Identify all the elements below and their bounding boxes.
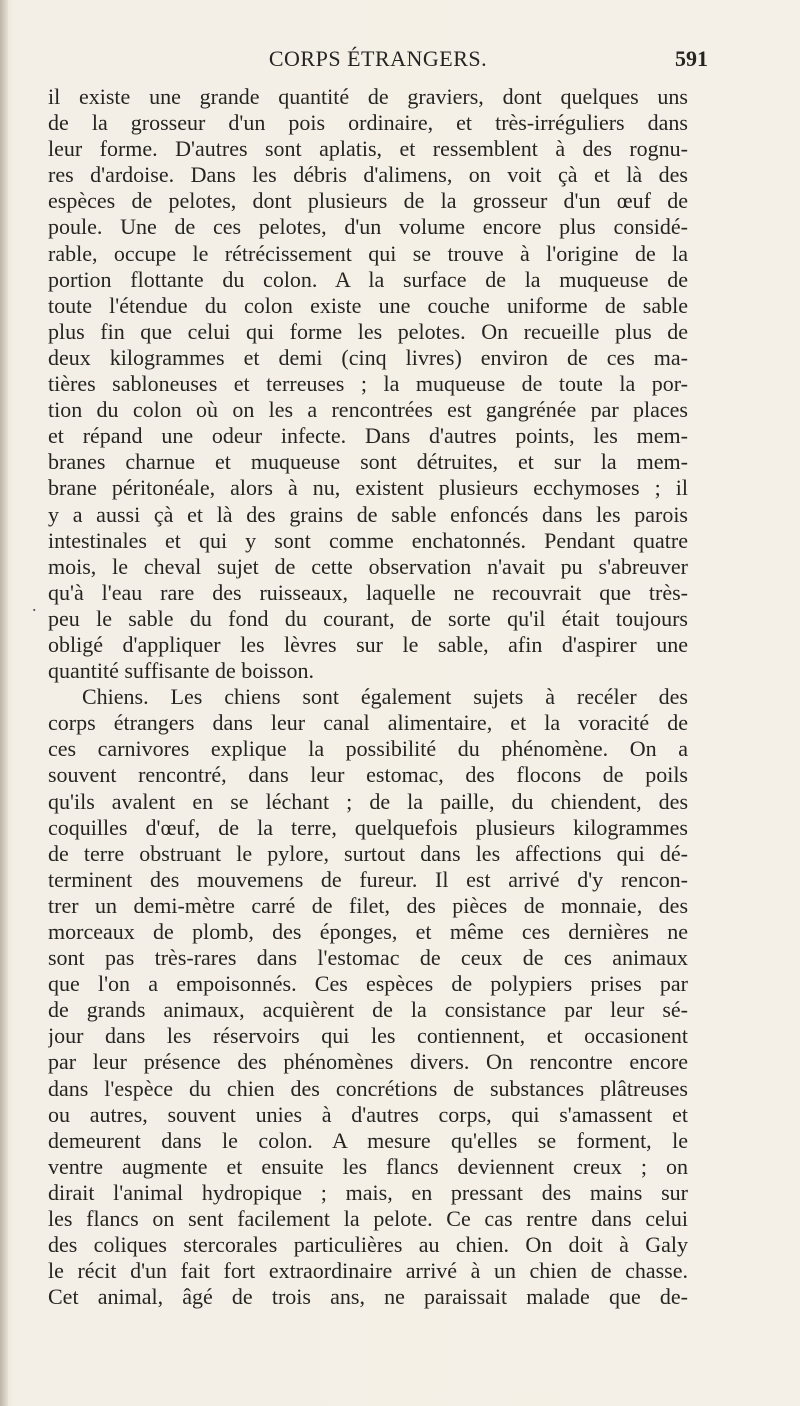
text-line: demeurent dans le colon. A mesure qu'elles se forment, le	[48, 1127, 688, 1153]
text-line: le récit d'un fait fort extraordinaire arrivé à un chien de chasse.	[48, 1258, 688, 1284]
text-line: rable, occupe le rétrécissement qui se trouve à l'origine de la	[48, 240, 688, 266]
text-line: qu'à l'eau rare des ruisseaux, laquelle ne recouvrait que très-	[48, 579, 688, 605]
text-line: de la grosseur d'un pois ordinaire, et très-irréguliers dans	[48, 110, 688, 136]
text-line: de grands animaux, acquièrent de la consistance par leur sé-	[48, 997, 688, 1023]
text-line: plus fin que celui qui forme les pelotes. On recueille plus de	[48, 318, 688, 344]
text-line: souvent rencontré, dans leur estomac, des flocons de poils	[48, 762, 688, 788]
text-line: dans l'espèce du chien des concrétions de substances plâtreuses	[48, 1075, 688, 1101]
text-line: dirait l'animal hydropique ; mais, en pressant des mains sur	[48, 1179, 688, 1205]
text-line: ventre augmente et ensuite les flancs deviennent creux ; on	[48, 1153, 688, 1179]
text-line: il existe une grande quantité de graviers, dont quelques uns	[48, 84, 688, 109]
text-line: branes charnue et muqueuse sont détruites, et sur la mem-	[48, 449, 688, 475]
text-line: qu'ils avalent en se léchant ; de la paille, du chiendent, des	[48, 788, 688, 814]
text-line: de terre obstruant le pylore, surtout dans les affections qui dé-	[48, 840, 688, 866]
text-line: tières sabloneuses et terreuses ; la muqueuse de toute la por-	[48, 371, 688, 397]
page-header	[48, 46, 708, 80]
text-line: portion flottante du colon. A la surface de la muqueuse de	[48, 266, 688, 292]
text-line: par leur présence des phénomènes divers. On rencontre encore	[48, 1049, 688, 1075]
text-line: poule. Une de ces pelotes, d'un volume encore plus considé-	[48, 214, 688, 240]
running-title: CORPS ÉTRANGERS.	[268, 46, 488, 71]
text-line: les flancs on sent facilement la pelote. Ce cas rentre dans celui	[48, 1206, 688, 1232]
section-start-line-chiens: Chiens. Les chiens sont également sujets à recéler des	[82, 684, 688, 710]
body-text	[48, 84, 688, 1310]
page-spine-shadow	[0, 0, 8, 1406]
text-line: Cet animal, âgé de trois ans, ne paraissait malade que de-	[48, 1284, 688, 1310]
text-line: et répand une odeur infecte. Dans d'autres points, les mem-	[48, 423, 688, 449]
text-line: espèces de pelotes, dont plusieurs de la grosseur d'un œuf de	[48, 188, 688, 214]
text-line: brane péritonéale, alors à nu, existent plusieurs ecchymoses ; il	[48, 475, 688, 501]
text-line: peu le sable du fond du courant, de sorte qu'il était toujours	[48, 605, 688, 631]
text-line: que l'on a empoisonnés. Ces espèces de polypiers prises par	[48, 971, 688, 997]
page-number: 591	[675, 46, 708, 71]
text-line: y a aussi çà et là des grains de sable enfoncés dans les parois	[48, 501, 688, 527]
margin-mark: .	[32, 595, 37, 615]
text-line: des coliques stercorales particulières au chien. On doit à Galy	[48, 1232, 688, 1258]
text-line: ou autres, souvent unies à d'autres corps, qui s'amassent et	[48, 1101, 688, 1127]
text-line: tion du colon où on les a rencontrées est gangrénée par places	[48, 397, 688, 423]
text-line: intestinales et qui y sont comme enchatonnés. Pendant quatre	[48, 527, 688, 553]
text-line: mois, le cheval sujet de cette observation n'avait pu s'abreuver	[48, 553, 688, 579]
text-line: trer un demi-mètre carré de filet, des pièces de monnaie, des	[48, 892, 688, 918]
text-line: jour dans les réservoirs qui les contiennent, et occasionent	[48, 1023, 688, 1049]
text-line: deux kilogrammes et demi (cinq livres) environ de ces ma-	[48, 344, 688, 370]
text-line: res d'ardoise. Dans les débris d'alimens, on voit çà et là des	[48, 162, 688, 188]
text-line: leur forme. D'autres sont aplatis, et ressemblent à des rognu-	[48, 136, 688, 162]
text-line: ces carnivores explique la possibilité du phénomène. On a	[48, 736, 688, 762]
paragraph-end-line: quantité suffisante de boisson.	[48, 658, 314, 684]
text-line: toute l'étendue du colon existe une couche uniforme de sable	[48, 292, 688, 318]
text-line: morceaux de plomb, des éponges, et même ces dernières ne	[48, 919, 688, 944]
text-line: corps étrangers dans leur canal alimentaire, et la voracité de	[48, 710, 688, 736]
text-line: obligé d'appliquer les lèvres sur le sable, afin d'aspirer une	[48, 631, 688, 657]
text-line: terminent des mouvemens de fureur. Il est arrivé d'y rencon-	[48, 866, 688, 892]
text-line: sont pas très-rares dans l'estomac de ceux de ces animaux	[48, 945, 688, 971]
text-line: coquilles d'œuf, de la terre, quelquefois plusieurs kilogrammes	[48, 814, 688, 840]
